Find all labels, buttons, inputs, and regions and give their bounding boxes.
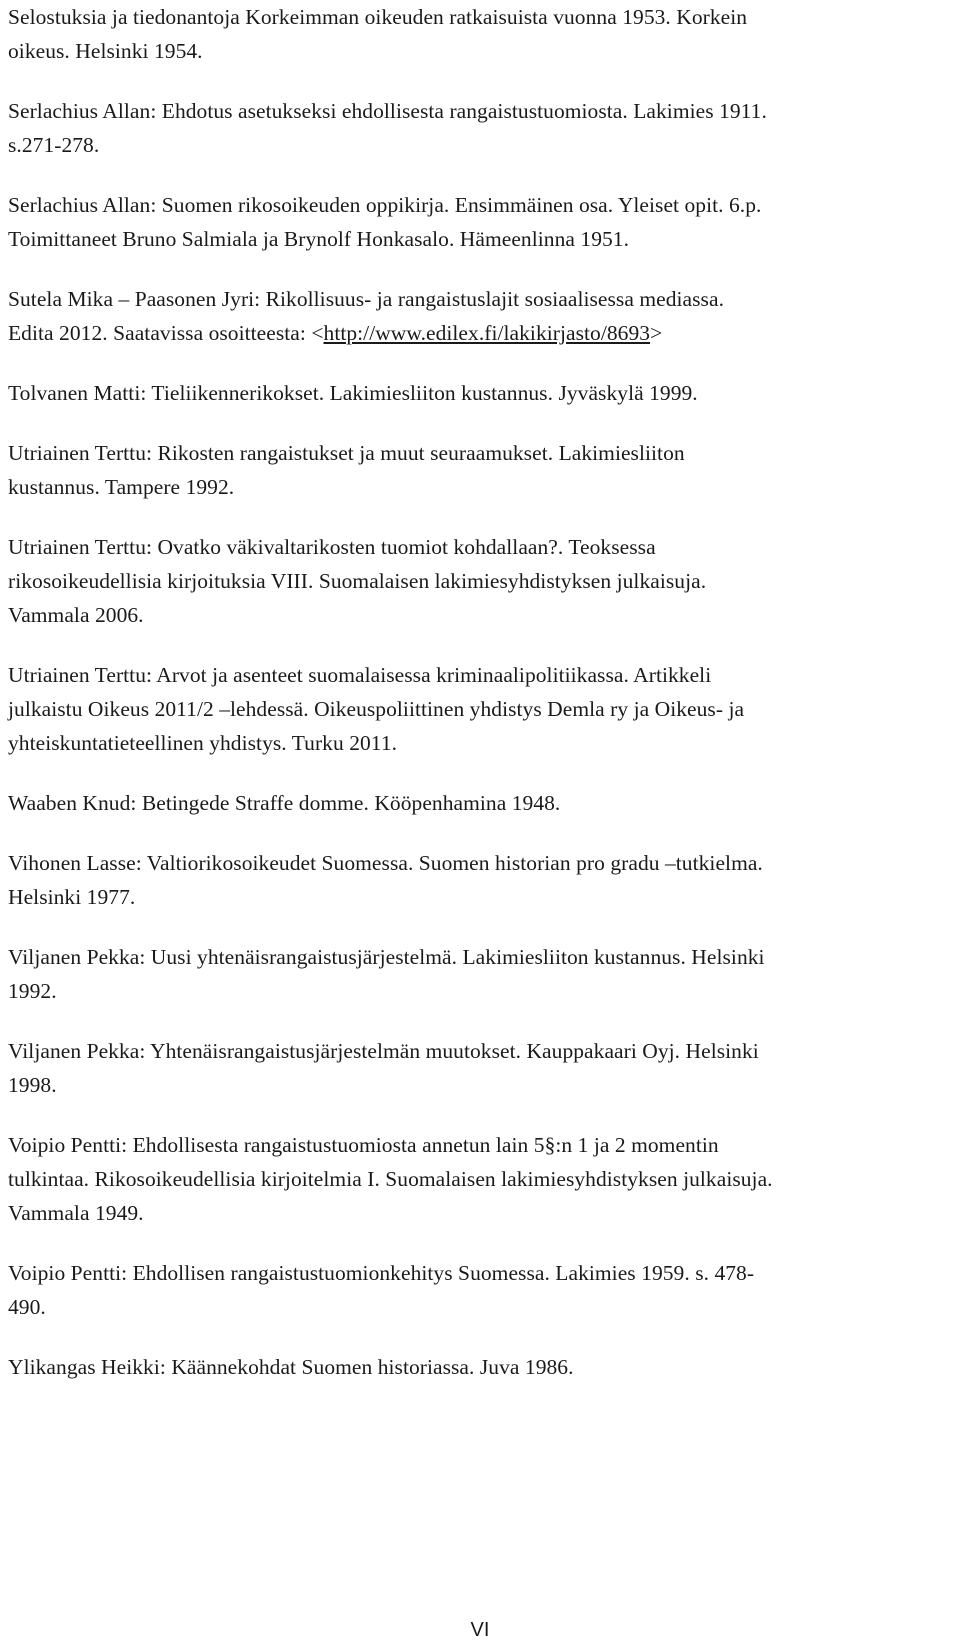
reference-entry — [8, 376, 953, 410]
reference-text: Edita 2012. Saatavissa osoitteesta: < — [8, 321, 324, 345]
reference-entry — [8, 658, 953, 760]
reference-line: Waaben Knud: Betingede Straffe domme. Kööpenhamina 1948. — [8, 791, 561, 815]
reference-line: julkaistu Oikeus 2011/2 –lehdessä. Oikeuspoliittinen yhdistys Demla ry ja Oikeus- ja — [8, 697, 745, 721]
reference-line: s.271-278. — [8, 133, 100, 157]
reference-line: Sutela Mika – Paasonen Jyri: Rikollisuus- ja rangaistuslajit sosiaalisessa mediassa. — [8, 287, 724, 311]
reference-entry — [8, 940, 953, 1008]
reference-entry — [8, 846, 953, 914]
reference-line: 1998. — [8, 1073, 57, 1097]
reference-line: rikosoikeudellisia kirjoituksia VIII. Suomalaisen lakimiesyhdistyksen julkaisuja. — [8, 569, 707, 593]
reference-line: Vammala 2006. — [8, 603, 144, 627]
reference-line — [8, 316, 953, 350]
reference-line: Toimittaneet Bruno Salmiala ja Brynolf Honkasalo. Hämeenlinna 1951. — [8, 227, 630, 251]
reference-line: Selostuksia ja tiedonantoja Korkeimman oikeuden ratkaisuista vuonna 1953. Korkein — [8, 5, 748, 29]
reference-entry — [8, 1034, 953, 1102]
reference-line: 490. — [8, 1295, 46, 1319]
reference-line: Ylikangas Heikki: Käännekohdat Suomen historiassa. Juva 1986. — [8, 1355, 574, 1379]
reference-line: tulkintaa. Rikosoikeudellisia kirjoitelmia I. Suomalaisen lakimiesyhdistyksen julkaisuja. — [8, 1167, 773, 1191]
reference-entry — [8, 1350, 953, 1384]
reference-line: Voipio Pentti: Ehdollisesta rangaistustuomiosta annetun lain 5§:n 1 ja 2 momentin — [8, 1133, 719, 1157]
reference-line: Tolvanen Matti: Tieliikennerikokset. Lakimiesliiton kustannus. Jyväskylä 1999. — [8, 381, 698, 405]
reference-line: Utriainen Terttu: Arvot ja asenteet suomalaisessa kriminaalipolitiikassa. Artikkeli — [8, 663, 712, 687]
reference-entry — [8, 1256, 953, 1324]
reference-entry — [8, 0, 953, 68]
reference-line: Viljanen Pekka: Uusi yhtenäisrangaistusjärjestelmä. Lakimiesliiton kustannus. Helsinki — [8, 945, 765, 969]
reference-line: Utriainen Terttu: Rikosten rangaistukset ja muut seuraamukset. Lakimiesliiton — [8, 441, 685, 465]
reference-line: Viljanen Pekka: Yhtenäisrangaistusjärjestelmän muutokset. Kauppakaari Oyj. Helsinki — [8, 1039, 759, 1063]
reference-line: oikeus. Helsinki 1954. — [8, 39, 203, 63]
page-number: VI — [470, 1619, 490, 1641]
reference-entry — [8, 436, 953, 504]
reference-entry — [8, 282, 953, 350]
reference-line: Utriainen Terttu: Ovatko väkivaltarikosten tuomiot kohdallaan?. Teoksessa — [8, 535, 656, 559]
reference-line: Vammala 1949. — [8, 1201, 144, 1225]
reference-line: kustannus. Tampere 1992. — [8, 475, 235, 499]
reference-entry — [8, 530, 953, 632]
reference-line: yhteiskuntatieteellinen yhdistys. Turku 2011. — [8, 731, 398, 755]
reference-entry — [8, 188, 953, 256]
reference-line: Voipio Pentti: Ehdollisen rangaistustuomionkehitys Suomessa. Lakimies 1959. s. 478- — [8, 1261, 755, 1285]
reference-entry — [8, 1128, 953, 1230]
reference-text: > — [650, 321, 663, 345]
reference-line: 1992. — [8, 979, 57, 1003]
reference-line: Vihonen Lasse: Valtiorikosoikeudet Suomessa. Suomen historian pro gradu –tutkielma. — [8, 851, 763, 875]
reference-entry — [8, 786, 953, 820]
reference-list — [8, 0, 953, 1384]
reference-line: Helsinki 1977. — [8, 885, 136, 909]
reference-line: Serlachius Allan: Suomen rikosoikeuden oppikirja. Ensimmäinen osa. Yleiset opit. 6.p. — [8, 193, 762, 217]
reference-entry — [8, 94, 953, 162]
edilex-link[interactable]: http://www.edilex.fi/lakikirjasto/8693 — [323, 321, 651, 345]
reference-line: Serlachius Allan: Ehdotus asetukseksi ehdollisesta rangaistustuomiosta. Lakimies 1911. — [8, 99, 767, 123]
